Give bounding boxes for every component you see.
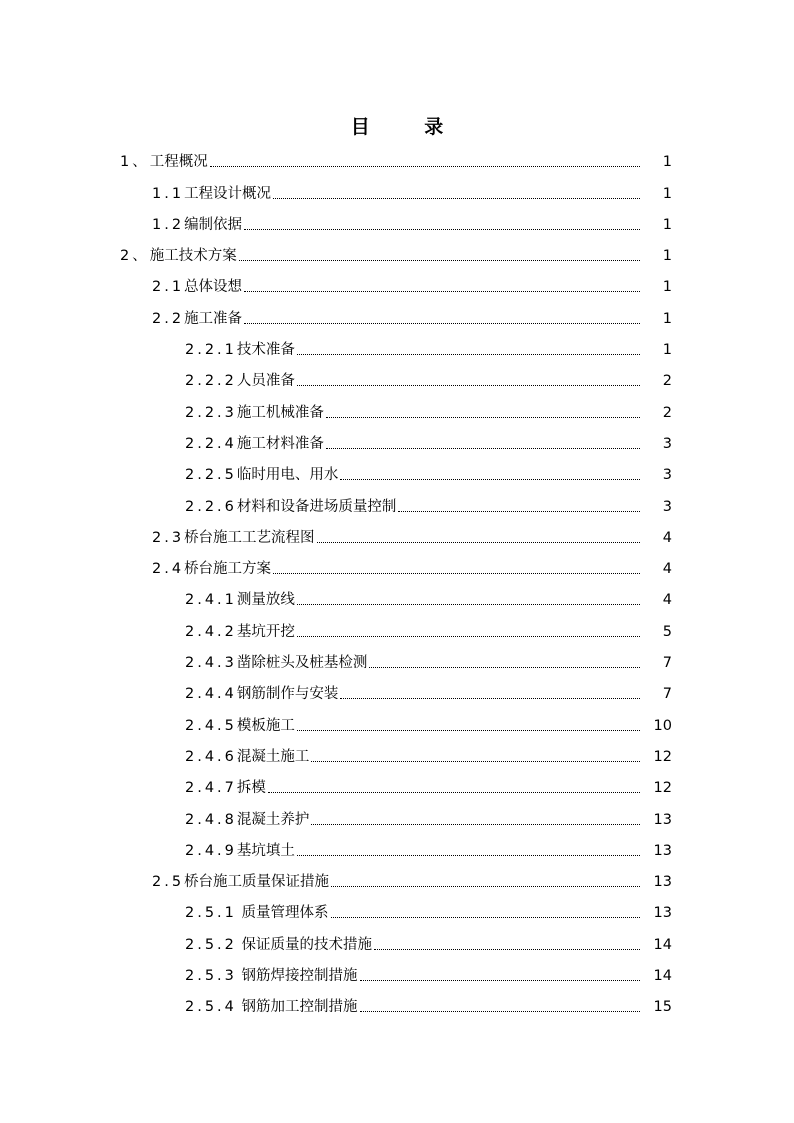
toc-entry-number: 2.4.2 xyxy=(185,623,237,640)
toc-entry-number: 2.4.9 xyxy=(185,842,237,859)
toc-entry-number: 2.4.6 xyxy=(185,748,237,765)
toc-entry-text: 混凝土施工 xyxy=(236,748,310,765)
toc-entry-label xyxy=(185,623,295,641)
toc-entry-label xyxy=(185,654,367,672)
toc-entry-text: 材料和设备进场质量控制 xyxy=(236,498,397,515)
toc-page-number: 7 xyxy=(662,655,672,672)
toc-entry-number: 2.5.3 xyxy=(185,968,237,985)
toc-page-number: 13 xyxy=(653,811,672,828)
toc-dot-leader xyxy=(273,197,640,199)
toc-entry-label xyxy=(152,873,329,891)
toc-entry-number: 2.2.2 xyxy=(185,373,237,390)
toc-dot-leader xyxy=(297,353,640,355)
toc-entry-text: 模板施工 xyxy=(236,717,295,734)
toc-entry-number: 2.4.8 xyxy=(185,811,237,828)
toc-dot-leader xyxy=(239,259,640,261)
toc-entry-number: 2.5.2 xyxy=(185,936,237,953)
toc-entry-label xyxy=(152,560,271,578)
toc-entry[interactable] xyxy=(0,770,794,801)
toc-page-number: 13 xyxy=(653,874,672,891)
toc-title: 目 录 xyxy=(350,116,468,138)
toc-dot-leader xyxy=(331,916,640,918)
toc-page-number: 13 xyxy=(653,905,672,922)
toc-entry[interactable] xyxy=(0,394,794,425)
toc-entry[interactable] xyxy=(0,926,794,957)
toc-page-number: 14 xyxy=(653,968,672,985)
toc-entry[interactable] xyxy=(0,426,794,457)
toc-entry-number: 2.2.1 xyxy=(185,342,237,359)
toc-entry[interactable] xyxy=(0,801,794,832)
toc-entry[interactable] xyxy=(0,864,794,895)
toc-page-number: 1 xyxy=(662,248,672,265)
toc-page-number: 4 xyxy=(662,592,672,609)
toc-entry-number: 2、 xyxy=(120,248,150,265)
toc-entry-label xyxy=(152,529,315,547)
toc-dot-leader xyxy=(326,447,640,449)
toc-dot-leader xyxy=(244,290,640,292)
toc-dot-leader xyxy=(311,760,640,762)
toc-dot-leader xyxy=(244,228,640,230)
toc-dot-leader xyxy=(317,541,640,543)
toc-entry-text: 施工准备 xyxy=(184,310,243,327)
toc-entry-label xyxy=(185,498,396,516)
toc-entry[interactable] xyxy=(0,676,794,707)
toc-page-number: 1 xyxy=(662,216,672,233)
toc-entry[interactable] xyxy=(0,582,794,613)
toc-entry[interactable] xyxy=(0,739,794,770)
toc-entry[interactable] xyxy=(0,551,794,582)
toc-entry[interactable] xyxy=(0,363,794,394)
toc-entry[interactable] xyxy=(0,895,794,926)
toc-entry-number: 2.2.4 xyxy=(185,435,237,452)
toc-page-number: 1 xyxy=(662,310,672,327)
toc-entry-text: 测量放线 xyxy=(236,592,295,609)
toc-entry-label xyxy=(152,185,271,203)
toc-entry-label xyxy=(185,748,309,766)
toc-page-number: 12 xyxy=(653,780,672,797)
toc-dot-leader xyxy=(273,572,640,574)
toc-entry[interactable] xyxy=(0,207,794,238)
toc-entry-label xyxy=(185,435,324,453)
toc-page-number: 1 xyxy=(662,342,672,359)
toc-dot-leader xyxy=(340,478,640,480)
toc-entry-number: 2.2 xyxy=(152,310,185,327)
toc-page-number: 4 xyxy=(662,529,672,546)
toc-entry-text: 混凝土养护 xyxy=(236,811,310,828)
toc-dot-leader xyxy=(326,416,640,418)
toc-entry-number: 2.5 xyxy=(152,874,185,891)
toc-entry-text: 桥台施工质量保证措施 xyxy=(184,874,330,891)
toc-dot-leader xyxy=(311,823,640,825)
toc-entry-text: 总体设想 xyxy=(184,279,243,296)
toc-entry-number: 2.4.4 xyxy=(185,686,237,703)
toc-dot-leader xyxy=(331,885,640,887)
toc-entry[interactable] xyxy=(0,707,794,738)
toc-dot-leader xyxy=(244,322,640,324)
toc-page-number: 4 xyxy=(662,561,672,578)
toc-entry-label xyxy=(152,278,242,296)
toc-entry-text: 施工机械准备 xyxy=(236,404,324,421)
toc-dot-leader xyxy=(297,603,640,605)
toc-page-number: 7 xyxy=(662,686,672,703)
toc-entry-text: 技术准备 xyxy=(236,342,295,359)
toc-dot-leader xyxy=(369,666,640,668)
toc-entry[interactable] xyxy=(0,520,794,551)
toc-page-number: 1 xyxy=(662,279,672,296)
toc-entry-label xyxy=(185,717,295,735)
toc-entry-number: 2.2.3 xyxy=(185,404,237,421)
toc-entry-label xyxy=(185,466,338,484)
toc-entry[interactable] xyxy=(0,144,794,175)
toc-page-number: 3 xyxy=(662,435,672,452)
toc-entry-text: 钢筋焊接控制措施 xyxy=(236,968,358,985)
toc-entry-label xyxy=(185,372,295,390)
toc-entry[interactable] xyxy=(0,175,794,206)
toc-entry-text: 工程概况 xyxy=(149,154,208,171)
toc-entry-text: 桥台施工工艺流程图 xyxy=(184,529,315,546)
toc-list xyxy=(0,144,794,1020)
toc-entry-text: 钢筋制作与安装 xyxy=(236,686,339,703)
toc-entry-text: 施工技术方案 xyxy=(149,248,237,265)
toc-dot-leader xyxy=(297,384,640,386)
toc-dot-leader xyxy=(398,510,640,512)
toc-entry-label xyxy=(185,936,372,954)
toc-page-number: 12 xyxy=(653,748,672,765)
toc-dot-leader xyxy=(374,948,640,950)
toc-dot-leader xyxy=(268,791,640,793)
toc-entry-text: 基坑填土 xyxy=(236,842,295,859)
toc-entry-label xyxy=(120,247,237,265)
toc-entry[interactable] xyxy=(0,269,794,300)
toc-entry-number: 2.4.7 xyxy=(185,780,237,797)
toc-page-number: 10 xyxy=(653,717,672,734)
toc-page-number: 1 xyxy=(662,185,672,202)
toc-page-number: 3 xyxy=(662,498,672,515)
toc-entry-label xyxy=(185,904,329,922)
toc-dot-leader xyxy=(297,635,640,637)
toc-entry-label xyxy=(185,998,358,1016)
toc-page-number: 2 xyxy=(662,373,672,390)
toc-page-number: 13 xyxy=(653,842,672,859)
toc-entry[interactable] xyxy=(0,457,794,488)
toc-entry[interactable] xyxy=(0,238,794,269)
toc-entry-number: 2.2.6 xyxy=(185,498,237,515)
toc-entry-text: 保证质量的技术措施 xyxy=(236,936,373,953)
toc-entry-label xyxy=(185,341,295,359)
toc-dot-leader xyxy=(210,165,640,167)
toc-entry[interactable] xyxy=(0,613,794,644)
toc-page-number: 2 xyxy=(662,404,672,421)
toc-entry-number: 2.3 xyxy=(152,529,185,546)
toc-entry-text: 质量管理体系 xyxy=(236,905,329,922)
toc-entry[interactable] xyxy=(0,332,794,363)
toc-entry-text: 人员准备 xyxy=(236,373,295,390)
toc-entry-label xyxy=(185,404,324,422)
toc-dot-leader xyxy=(297,854,640,856)
toc-entry-text: 钢筋加工控制措施 xyxy=(236,999,358,1016)
toc-entry-number: 2.2.5 xyxy=(185,467,237,484)
toc-entry-number: 2.4 xyxy=(152,561,185,578)
toc-entry-text: 凿除桩头及桩基检测 xyxy=(236,655,368,672)
toc-entry-text: 工程设计概况 xyxy=(184,185,272,202)
toc-dot-leader xyxy=(360,979,640,981)
toc-entry-number: 2.4.1 xyxy=(185,592,237,609)
toc-entry-text: 桥台施工方案 xyxy=(184,561,272,578)
toc-page-number: 14 xyxy=(653,936,672,953)
toc-entry-label xyxy=(185,967,358,985)
toc-entry-label xyxy=(152,216,242,234)
toc-entry[interactable] xyxy=(0,989,794,1020)
toc-entry[interactable] xyxy=(0,488,794,519)
toc-entry-text: 临时用电、用水 xyxy=(236,467,339,484)
toc-entry-number: 2.1 xyxy=(152,279,185,296)
toc-entry-number: 1、 xyxy=(120,154,150,171)
toc-entry-text: 拆模 xyxy=(236,780,266,797)
toc-entry-number: 2.5.1 xyxy=(185,905,237,922)
toc-entry-number: 2.5.4 xyxy=(185,999,237,1016)
toc-entry[interactable] xyxy=(0,645,794,676)
toc-entry-number: 1.2 xyxy=(152,216,185,233)
toc-page-number: 15 xyxy=(653,999,672,1016)
toc-dot-leader xyxy=(297,729,640,731)
toc-entry-text: 基坑开挖 xyxy=(236,623,295,640)
toc-entry-label xyxy=(185,811,309,829)
toc-entry-text: 施工材料准备 xyxy=(236,435,324,452)
toc-entry-number: 2.4.5 xyxy=(185,717,237,734)
toc-dot-leader xyxy=(360,1010,640,1012)
toc-entry[interactable] xyxy=(0,958,794,989)
toc-entry-label xyxy=(185,779,266,797)
toc-page-number: 5 xyxy=(662,623,672,640)
toc-entry-label xyxy=(120,153,208,171)
toc-entry[interactable] xyxy=(0,833,794,864)
toc-entry[interactable] xyxy=(0,300,794,331)
toc-page-number: 1 xyxy=(662,154,672,171)
toc-dot-leader xyxy=(340,697,640,699)
toc-entry-label xyxy=(185,591,295,609)
toc-entry-number: 1.1 xyxy=(152,185,185,202)
toc-entry-text: 编制依据 xyxy=(184,216,243,233)
toc-entry-number: 2.4.3 xyxy=(185,655,237,672)
toc-entry-label xyxy=(152,310,242,328)
toc-page-number: 3 xyxy=(662,467,672,484)
toc-entry-label xyxy=(185,842,295,860)
toc-entry-label xyxy=(185,685,338,703)
